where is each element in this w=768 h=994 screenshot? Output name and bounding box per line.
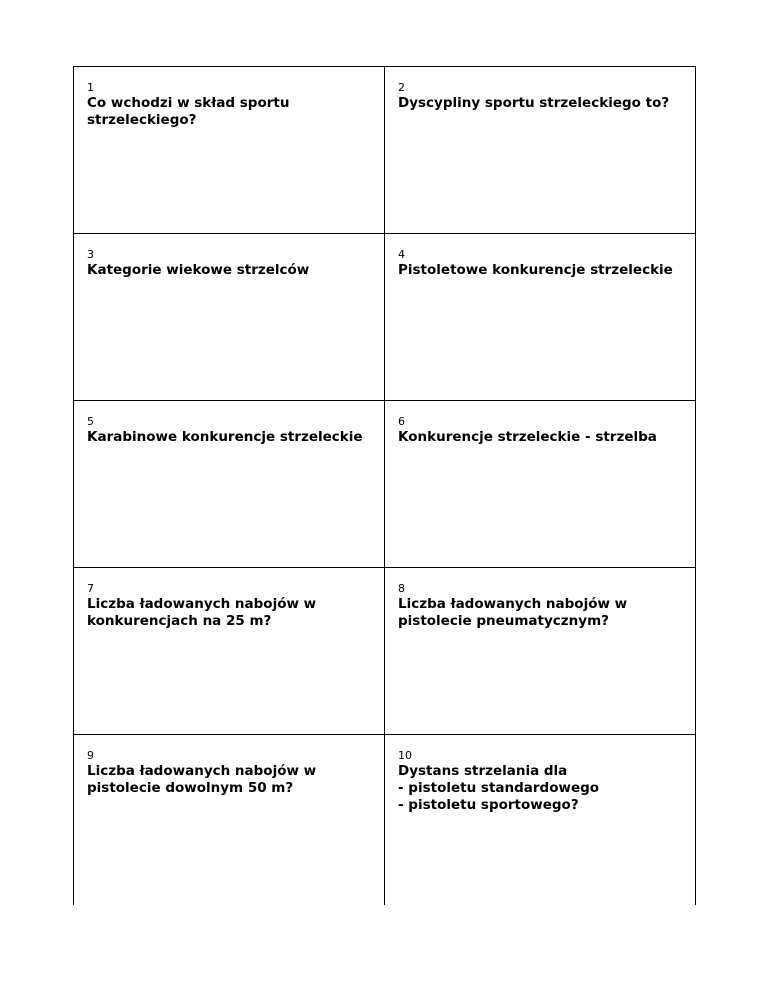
card-number: 4 (398, 248, 405, 261)
card-3 (74, 234, 385, 401)
card-5 (74, 401, 385, 568)
card-question: Dystans strzelania dla - pistoletu standardowego - pistoletu sportowego? (398, 763, 600, 813)
card-question: Karabinowe konkurencje strzeleckie (87, 429, 363, 445)
card-number: 8 (398, 582, 405, 595)
card-9 (74, 735, 385, 905)
card-10 (385, 735, 696, 905)
card-number: 6 (398, 415, 405, 428)
card-number: 10 (398, 749, 412, 762)
card-question: Konkurencje strzeleckie - strzelba (398, 429, 657, 445)
card-question: Dyscypliny sportu strzeleckiego to? (398, 95, 670, 111)
card-question: Liczba ładowanych nabojów w pistolecie pneumatycznym? (398, 596, 628, 629)
card-number: 9 (87, 749, 94, 762)
card-number: 5 (87, 415, 94, 428)
card-8 (385, 568, 696, 735)
card-question: Liczba ładowanych nabojów w konkurencjach na 25 m? (87, 596, 317, 629)
card-grid (73, 66, 696, 905)
card-4 (385, 234, 696, 401)
card-6 (385, 401, 696, 568)
card-1 (74, 67, 385, 234)
card-number: 3 (87, 248, 94, 261)
card-question: Kategorie wiekowe strzelców (87, 262, 310, 278)
card-number: 2 (398, 81, 405, 94)
card-7 (74, 568, 385, 735)
card-question: Pistoletowe konkurencje strzeleckie (398, 262, 673, 278)
card-2 (385, 67, 696, 234)
card-question: Co wchodzi w skład sportu strzeleckiego? (87, 95, 290, 128)
card-number: 1 (87, 81, 94, 94)
card-number: 7 (87, 582, 94, 595)
card-question: Liczba ładowanych nabojów w pistolecie dowolnym 50 m? (87, 763, 317, 796)
